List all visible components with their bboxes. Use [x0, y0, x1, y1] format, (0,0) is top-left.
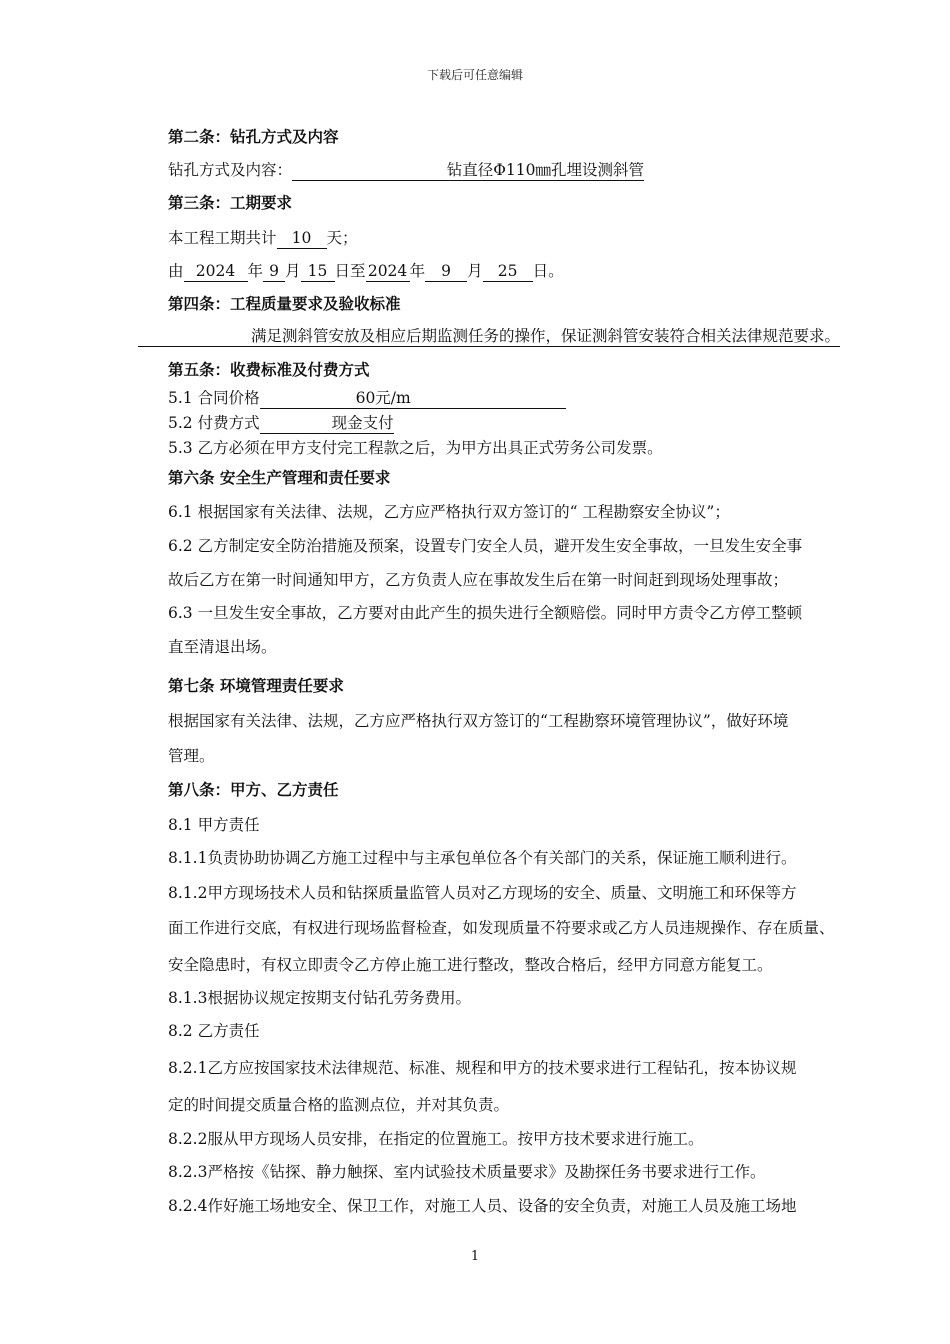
- drill-method-label: 钻孔方式及内容：: [168, 161, 293, 179]
- end-year: 2024: [366, 261, 410, 282]
- section-8-2-4: 8.2.4作好施工场地安全、保卫工作，对施工人员、设备的安全负责，对施工人员及施工场地: [168, 1197, 797, 1215]
- section-7-title: 第七条 环境管理责任要求: [168, 676, 344, 695]
- section-6-p3b: 直至清退出场。: [168, 638, 277, 656]
- start-month: 9: [263, 261, 285, 282]
- section-5-payment: [168, 412, 394, 434]
- price-label: 5.1 合同价格: [168, 389, 260, 407]
- section-8-1-2a: 8.1.2甲方现场技术人员和钻探质量监管人员对乙方现场的安全、质量、文明施工和环保等方: [168, 884, 797, 902]
- section-8-2: 8.2 乙方责任: [168, 1022, 260, 1040]
- section-6-p2a: 6.2 乙方制定安全防治措施及预案，设置专门安全人员，避开发生安全事故，一旦发生安全事: [168, 537, 803, 555]
- day-label: 日。: [532, 262, 564, 280]
- end-month: 9: [425, 261, 467, 282]
- section-3-title: 第三条：工期要求: [168, 193, 293, 212]
- section-8-1-3: 8.1.3根据协议规定按期支付钻孔劳务费用。: [168, 989, 471, 1007]
- section-3-dates: [168, 260, 564, 282]
- section-5-invoice: 5.3 乙方必须在甲方支付完工程款之后，为甲方出具正式劳务公司发票。: [168, 439, 663, 457]
- period-suffix: 天；: [326, 229, 358, 247]
- section-8-1-1: 8.1.1负责协助协调乙方施工过程中与主承包单位各个有关部门的关系，保证施工顺利进行。: [168, 849, 797, 867]
- start-year: 2024: [184, 261, 248, 282]
- section-4-text: [138, 325, 840, 347]
- start-day: 15: [301, 261, 335, 282]
- section-8-2-2: 8.2.2服从甲方现场人员安排，在指定的位置施工。按甲方技术要求进行施工。: [168, 1130, 704, 1148]
- section-6-p3a: 6.3 一旦发生安全事故，乙方要对由此产生的损失进行全额赔偿。同时甲方责令乙方停工整顿: [168, 604, 803, 622]
- section-5-price: [168, 387, 566, 409]
- section-7-p1a: 根据国家有关法律、法规，乙方应严格执行双方签订的“工程勘察环境管理协议”，做好环境: [168, 712, 789, 730]
- price-amount: 60元/m: [355, 389, 411, 407]
- end-day: 25: [483, 261, 533, 282]
- section-8-1-2b: 面工作进行交底，有权进行现场监督检查，如发现质量不符要求或乙方人员违规操作、存在质量、: [168, 919, 835, 937]
- period-prefix: 本工程工期共计: [168, 229, 277, 247]
- drill-method-value: 钻直径Φ110㎜孔埋设测斜管: [292, 160, 644, 181]
- date-to-label: 日至: [334, 262, 366, 280]
- section-4-title: 第四条：工程质量要求及验收标准: [168, 294, 401, 313]
- section-7-p1b: 管理。: [168, 747, 215, 765]
- section-8-1-2c: 安全隐患时，有权立即责令乙方停止施工进行整改，整改合格后，经甲方同意方能复工。: [168, 956, 773, 974]
- section-8-2-1a: 8.2.1乙方应按国家技术法律规范、标准、规程和甲方的技术要求进行工程钻孔，按本协议规: [168, 1059, 797, 1077]
- price-value: [260, 388, 566, 409]
- year-label: 年: [409, 262, 426, 280]
- section-2-line: [168, 159, 644, 181]
- page-header: 下载后可任意编辑: [426, 68, 523, 82]
- section-3-period: [168, 227, 358, 249]
- payment-label: 5.2 付费方式: [168, 414, 260, 432]
- section-8-2-1b: 定的时间提交质量合格的监测点位，并对其负责。: [168, 1096, 510, 1114]
- section-5-title: 第五条：收费标准及付费方式: [168, 360, 370, 379]
- section-8-1: 8.1 甲方责任: [168, 816, 260, 834]
- month-label: 月: [285, 262, 301, 280]
- payment-value: 现金支付: [260, 413, 394, 434]
- date-from-label: 由: [168, 262, 184, 280]
- period-days: 10: [277, 228, 327, 249]
- quality-requirement: 满足测斜管安放及相应后期监测任务的操作，保证测斜管安装符合相关法律规范要求。: [138, 326, 840, 347]
- section-8-2-3: 8.2.3严格按《钻探、静力触探、室内试验技术质量要求》及勘探任务书要求进行工作。: [168, 1163, 766, 1181]
- year-label: 年: [247, 262, 264, 280]
- section-8-title: 第八条：甲方、乙方责任: [168, 780, 339, 799]
- section-6-p2b: 故后乙方在第一时间通知甲方，乙方负责人应在事故发生后在第一时间赶到现场处理事故；: [168, 571, 789, 589]
- page-number: 1: [470, 1249, 480, 1264]
- section-6-p1: 6.1 根据国家有关法律、法规，乙方应严格执行双方签订的“ 工程勘察安全协议”；: [168, 503, 730, 521]
- section-6-title: 第六条 安全生产管理和责任要求: [168, 468, 391, 487]
- section-2-title: 第二条：钻孔方式及内容: [168, 127, 339, 146]
- month-label: 月: [467, 262, 483, 280]
